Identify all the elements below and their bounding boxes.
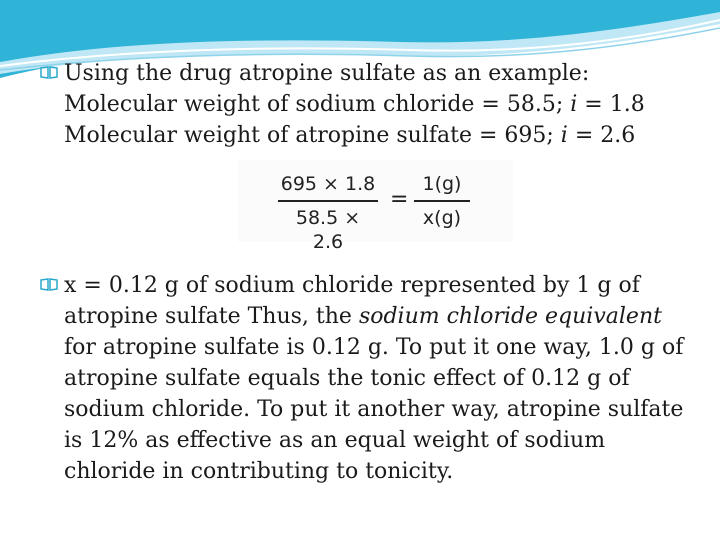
nacl-weight-line bbox=[40, 89, 680, 120]
atropine-i-value: = 2.6 bbox=[567, 123, 636, 148]
nacl-i-value: = 1.8 bbox=[577, 92, 645, 117]
nacl-i-var: i bbox=[570, 92, 578, 117]
conclusion-paragraph bbox=[40, 270, 690, 487]
left-fraction-bar bbox=[278, 200, 378, 202]
left-numerator: 695 × 1.8 bbox=[280, 173, 376, 195]
atropine-weight-line bbox=[40, 120, 680, 151]
book-bullet-icon bbox=[40, 65, 58, 79]
book-bullet-icon bbox=[40, 277, 58, 291]
bullet-lead-text: Using the drug atropine sulfate as an example: bbox=[64, 61, 590, 86]
left-denominator: 58.5 × 2.6 bbox=[295, 207, 361, 253]
conclusion-text-1: x = 0.12 g of sodium chloride represented by 1 g of atropine sulfate Thus, the bbox=[64, 273, 640, 329]
bullet-conclusion bbox=[40, 270, 690, 487]
right-fraction bbox=[414, 172, 470, 230]
right-fraction-bar bbox=[414, 200, 470, 202]
atropine-i-var: i bbox=[560, 123, 568, 148]
equals-sign: = bbox=[390, 187, 409, 212]
nacl-equivalent-term: sodium chloride equivalent bbox=[358, 304, 662, 329]
right-numerator: 1(g) bbox=[422, 173, 462, 195]
bullet-example bbox=[40, 58, 680, 151]
conclusion-text-2: for atropine sulfate is 0.12 g. To put it one way, 1.0 g of atropine sulfate equals the tonic effect of 0.12 g of sodium chloride. To put it another way, atropine sulfate is 12% as effective as an equal weight of sodium chloride in contributing to tonicity. bbox=[64, 335, 684, 484]
formula-image bbox=[238, 160, 513, 253]
right-denominator: x(g) bbox=[422, 207, 462, 229]
nacl-weight-text: Molecular weight of sodium chloride = 58.5; bbox=[64, 92, 571, 117]
atropine-weight-text: Molecular weight of atropine sulfate = 695; bbox=[64, 123, 561, 148]
left-fraction bbox=[278, 172, 378, 254]
